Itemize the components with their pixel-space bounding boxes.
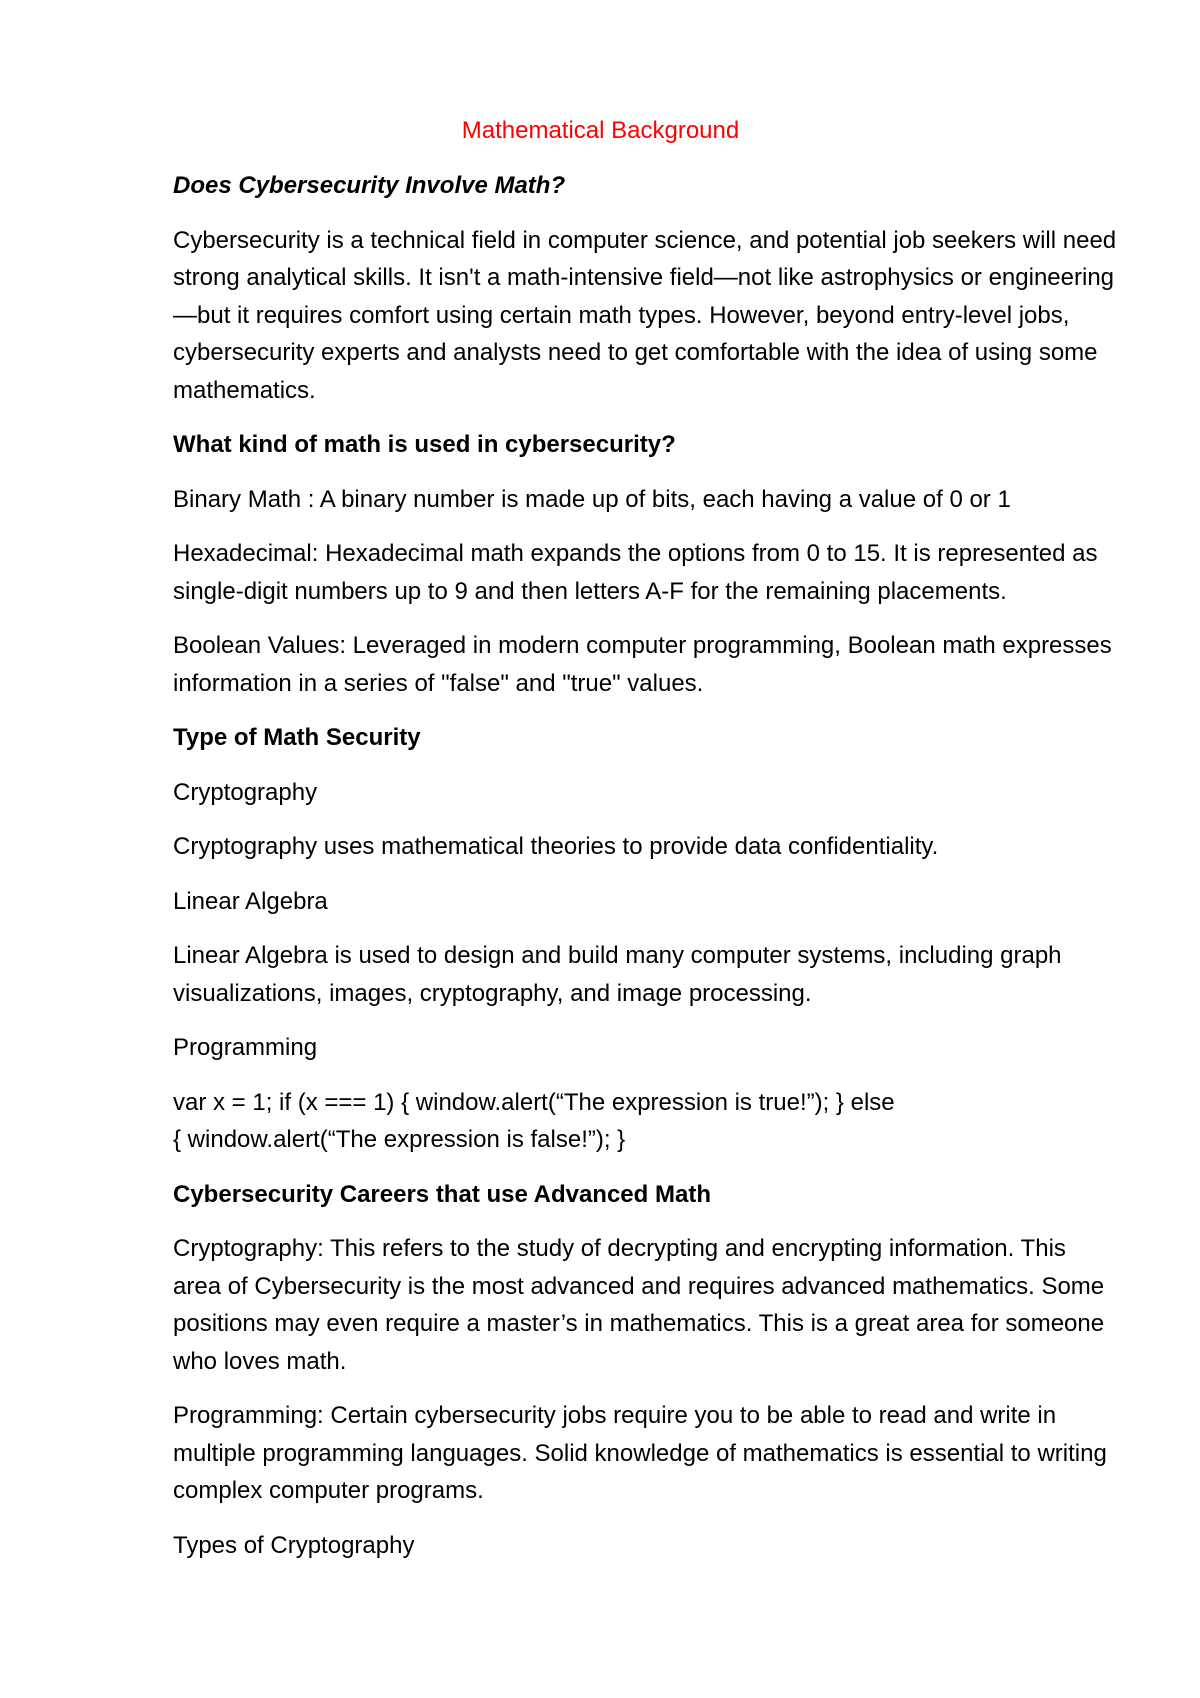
document-title: Mathematical Background: [461, 117, 740, 144]
code-snippet: [173, 1084, 1118, 1159]
cryptography-description: Cryptography uses mathematical theories to provide data confidentiality.: [173, 833, 939, 860]
types-of-cryptography-label: Types of Cryptography: [173, 1531, 415, 1559]
boolean-paragraph: Boolean Values: Leveraged in modern computer programming, Boolean math expresses information in a series of "false" and "true" values.: [173, 632, 1112, 697]
code-line-1: var x = 1; if (x === 1) { window.alert(“The expression is true!”); } else: [173, 1088, 895, 1116]
heading-careers-advanced-math: Cybersecurity Careers that use Advanced Math: [173, 1180, 711, 1208]
career-cryptography-paragraph: Cryptography: This refers to the study of decrypting and encrypting information. This area of Cybersecurity is the most advanced and requires advanced mathematics. Some positions may even require a master’s in mathematics. This is a great area for someone who loves math.: [173, 1235, 1105, 1375]
code-line-2: { window.alert(“The expression is false!”); }: [173, 1126, 626, 1153]
programming-label: Programming: [173, 1034, 318, 1061]
cryptography-label: Cryptography: [173, 778, 318, 806]
heading-math-kinds: What kind of math is used in cybersecurity?: [173, 431, 676, 458]
intro-paragraph: Cybersecurity is a technical field in computer science, and potential job seekers will need strong analytical skills. It isn't a math-intensive field—not like astrophysics or engineering—but it requires comfort using certain math types. However, beyond entry-level jobs, cybersecurity experts and analysts need to get comfortable with the idea of using some mathematics.: [173, 226, 1117, 404]
linear-algebra-description: Linear Algebra is used to design and build many computer systems, including graph visualizations, images, cryptography, and image processing.: [173, 942, 1062, 1007]
binary-math-paragraph: Binary Math : A binary number is made up of bits, each having a value of 0 or 1: [173, 485, 1011, 513]
document-body: [173, 113, 1118, 1581]
career-programming-paragraph: Programming: Certain cybersecurity jobs require you to be able to read and write in multiple programming languages. Solid knowledge of mathematics is essential to writing complex computer programs.: [173, 1402, 1107, 1504]
linear-algebra-label: Linear Algebra: [173, 887, 328, 915]
heading-does-cybersecurity-involve-math: Does Cybersecurity Involve Math?: [173, 172, 566, 199]
hexadecimal-paragraph: Hexadecimal: Hexadecimal math expands the options from 0 to 15. It is represented as single-digit numbers up to 9 and then letters A-F for the remaining placements.: [173, 540, 1098, 605]
heading-type-of-math-security: Type of Math Security: [173, 724, 421, 751]
